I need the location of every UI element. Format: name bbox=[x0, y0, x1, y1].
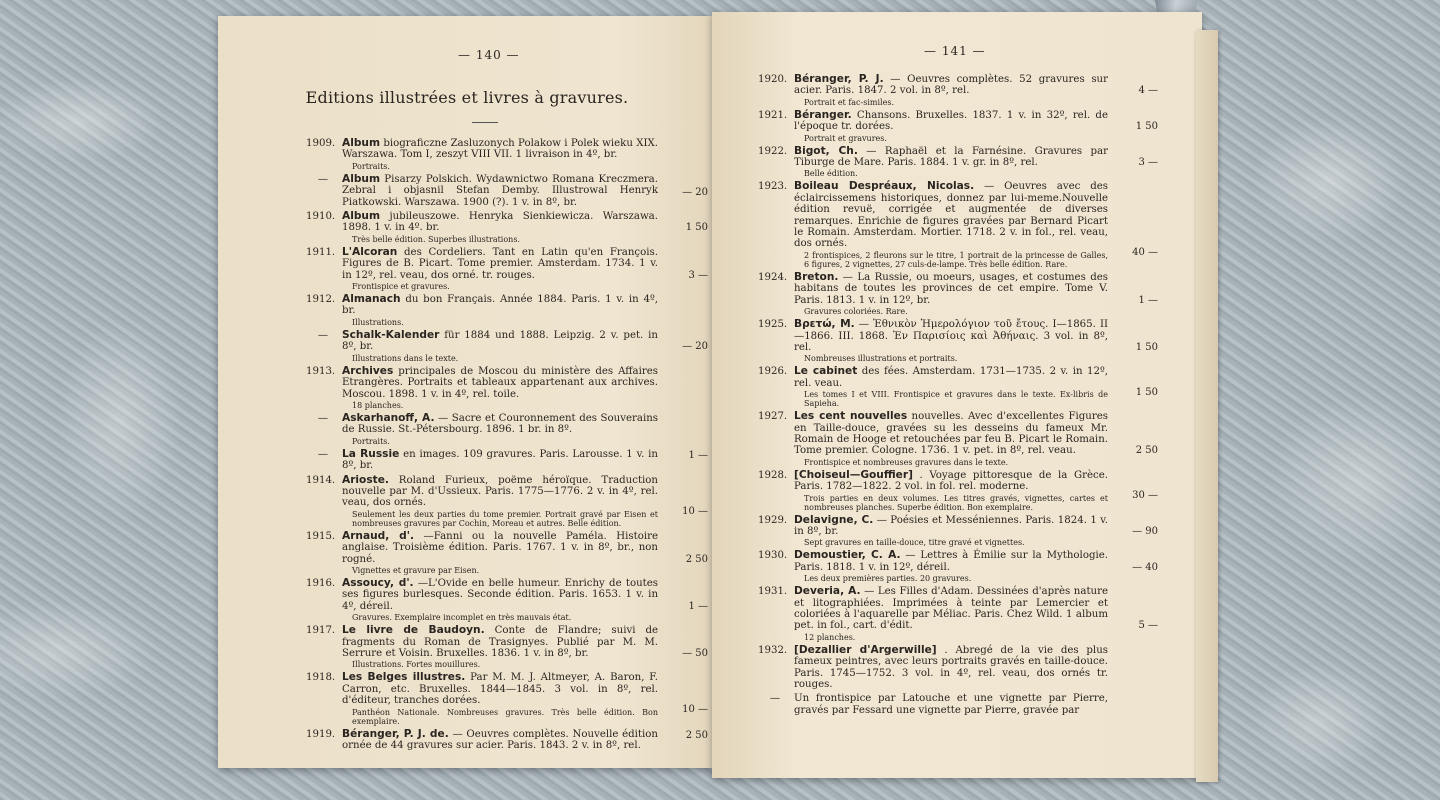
section-title: Editions illustrées et livres à gravures. bbox=[305, 88, 629, 107]
entry-heading: [Dezallier d'Argerwille] bbox=[794, 643, 937, 656]
entry-price: 4 — bbox=[1138, 85, 1158, 97]
entry-number: 1918. bbox=[306, 672, 336, 684]
entry-note: 12 planches. bbox=[804, 632, 856, 642]
entry-price: — 50 bbox=[682, 648, 708, 659]
entry-number: 1932. bbox=[758, 644, 788, 656]
catalogue-entry bbox=[758, 411, 1158, 467]
entry-price: 2 50 bbox=[685, 730, 708, 742]
entry-description: des fées. Amsterdam. 1731—1735. 2 v. in 12º, rel. veau. bbox=[794, 366, 1108, 389]
catalogue-entry bbox=[306, 449, 708, 472]
entry-text bbox=[794, 110, 1108, 143]
entry-number: 1926. bbox=[758, 366, 788, 378]
entry-note: Panthéon Nationale. Nombreuses gravures. Très belle édition. Bon exemplaire. bbox=[352, 707, 658, 726]
page-number: — 141 — bbox=[924, 44, 986, 58]
catalogue-entry bbox=[306, 294, 708, 327]
entry-price: 2 50 bbox=[1135, 445, 1158, 457]
entry-price: 30 — bbox=[1132, 490, 1158, 502]
entry-number: 1921. bbox=[758, 109, 788, 121]
entry-note: Illustrations. bbox=[352, 317, 404, 327]
entry-text bbox=[342, 174, 658, 208]
entry-description: —Fanni ou la nouvelle Paméla. Histoire anglaise. Troisième édition. Paris. 1767. 1 v. in 8º, br., non rogné. bbox=[342, 530, 658, 565]
entry-note: 2 frontispices, 2 fleurons sur le titre, 1 portrait de la princesse de Galles, 6 figures, 2 vignettes, 27 culs-de-lampe. Très belle édition. Rare. bbox=[804, 250, 1108, 269]
entry-text bbox=[342, 531, 658, 575]
entry-description: für 1884 und 1888. Leipzig. 2 v. pet. in 8º, br. bbox=[342, 329, 658, 353]
entry-description: du bon Français. Année 1884. Paris. 1 v. in 4º, br. bbox=[342, 294, 658, 317]
entry-heading: Arioste. bbox=[342, 473, 389, 486]
entry-text bbox=[794, 470, 1108, 512]
catalogue-entry bbox=[758, 586, 1158, 642]
catalogue-entry bbox=[306, 174, 708, 208]
entry-heading: Bigot, Ch. bbox=[794, 144, 858, 157]
entry-text bbox=[794, 550, 1108, 583]
entry-number: 1909. bbox=[306, 138, 336, 149]
entry-note: Gravures. Exemplaire incomplet en très mauvais état. bbox=[352, 613, 572, 623]
entry-note: Sept gravures en taille-douce, titre gravé et vignettes. bbox=[804, 538, 1025, 548]
entry-price: 1 — bbox=[688, 600, 708, 612]
entry-description: — Ἐθνικὸν Ἡμερολόγιον τοῦ ἔτους. I—1865. II—1866. III. 1868. Ἐν Παρισίοις καὶ Ἀθήναις. 3 vol. in 8º, rel. bbox=[794, 319, 1109, 353]
catalogue-entry bbox=[758, 181, 1158, 268]
entry-heading: Almanach bbox=[342, 293, 401, 306]
catalogue-entry bbox=[306, 413, 708, 446]
catalogue-entry bbox=[758, 110, 1158, 143]
entry-description: . Voyage pittoresque de la Grèce. Paris. 1782—1822. 2 vol. in fol. rel. moderne. bbox=[794, 469, 1108, 493]
entry-number: 1912. bbox=[306, 294, 336, 306]
entry-text bbox=[794, 366, 1108, 408]
entry-number: — bbox=[317, 412, 329, 424]
right-entries bbox=[758, 74, 1158, 719]
entry-note: 18 planches. bbox=[352, 400, 404, 410]
entry-description: — Raphaël et la Farnésine. Gravures par Tiburge de Mare. Paris. 1884. 1 v. gr. in 8º, rel. bbox=[794, 145, 1108, 169]
entry-description: . Abregé de la vie des plus fameux peintres, avec leurs portraits gravés en taille-douce. Paris. 1745—1752. 3 vol. in 4º, rel. veau, dos ornés tr. rouges. bbox=[794, 644, 1108, 691]
entry-note: Portraits. bbox=[352, 436, 390, 446]
entry-heading: Album bbox=[342, 210, 380, 223]
entry-price: — 90 bbox=[1132, 525, 1158, 537]
entry-number: 1920. bbox=[758, 74, 788, 85]
entry-price: 5 — bbox=[1138, 620, 1158, 632]
entry-text bbox=[342, 138, 658, 171]
catalogue-entry bbox=[758, 693, 1158, 716]
catalogue-entry bbox=[758, 645, 1158, 691]
entry-text bbox=[342, 294, 658, 327]
entry-note: Nombreuses illustrations et portraits. bbox=[804, 354, 958, 364]
entry-number: 1919. bbox=[306, 728, 336, 740]
entry-text bbox=[794, 319, 1108, 363]
entry-description: — Sacre et Couronnement des Souverains de Russie. St.-Pétersbourg. 1896. 1 br. in 8º. bbox=[342, 412, 658, 436]
entry-text bbox=[342, 247, 658, 291]
entry-heading: [Choiseul—Gouffier] bbox=[794, 468, 913, 481]
entry-note: Gravures coloriées. Rare. bbox=[804, 307, 908, 317]
entry-price: — 40 bbox=[1132, 561, 1158, 573]
entry-price: 1 50 bbox=[1135, 386, 1158, 398]
entry-description: Un frontispice par Latouche et une vignette par Pierre, gravés par Fessard une vignette par Pierre, gravée par bbox=[794, 693, 1108, 716]
entry-heading: Breton. bbox=[794, 270, 839, 283]
entry-heading: Archives bbox=[342, 364, 394, 377]
catalogue-entry bbox=[758, 550, 1158, 583]
entry-heading: Béranger, P. J. de. bbox=[342, 727, 449, 740]
entry-number: — bbox=[769, 693, 781, 705]
title-rule bbox=[472, 122, 498, 123]
entry-description: nouvelles. Avec d'excellentes Figures en Taille-douce, gravées su les desseins du fameux Mr. Romain de Hooge et retouchées par feu B. Picart le Romain. Tome premier. Cologne. 1736. 1 v. pet. in 8º, rel. veau. bbox=[794, 411, 1108, 457]
entry-text bbox=[342, 625, 658, 669]
catalogue-entry bbox=[758, 366, 1158, 408]
entry-number: 1914. bbox=[306, 474, 336, 486]
entry-heading: Les Belges illustres. bbox=[342, 671, 466, 684]
entry-note: Portrait et fac-similes. bbox=[804, 97, 894, 107]
entry-note: Les deux premières parties. 20 gravures. bbox=[804, 574, 972, 584]
entry-text bbox=[794, 146, 1108, 179]
entry-text bbox=[794, 586, 1108, 642]
entry-note: Les tomes I et VIII. Frontispice et gravures dans le texte. Ex-libris de Sapieha. bbox=[804, 390, 1108, 409]
catalogue-entry bbox=[306, 211, 708, 244]
entry-text bbox=[342, 578, 658, 622]
entry-heading: Les cent nouvelles bbox=[794, 410, 908, 423]
left-entries bbox=[306, 138, 708, 754]
entry-number: — bbox=[317, 329, 329, 341]
entry-number: 1922. bbox=[758, 145, 788, 157]
entry-price: 1 — bbox=[688, 450, 708, 462]
entry-number: 1916. bbox=[306, 577, 336, 589]
entry-text bbox=[342, 449, 658, 472]
left-page bbox=[218, 16, 716, 768]
entry-number: 1913. bbox=[306, 365, 336, 377]
entry-number: 1931. bbox=[758, 586, 788, 598]
entry-text bbox=[342, 729, 658, 752]
entry-price: 40 — bbox=[1132, 247, 1158, 259]
catalogue-entry bbox=[306, 625, 708, 669]
entry-price: 1 — bbox=[1138, 294, 1158, 306]
entry-note: Très belle édition. Superbes illustrations. bbox=[352, 234, 520, 244]
entry-number: — bbox=[317, 173, 329, 185]
entry-price: — 20 bbox=[682, 186, 708, 198]
entry-heading: L'Alcoran bbox=[342, 245, 398, 258]
entry-text bbox=[342, 366, 658, 410]
entry-text bbox=[342, 413, 658, 446]
entry-number: 1928. bbox=[758, 469, 788, 481]
entry-heading: Deveria, A. bbox=[794, 585, 861, 598]
entry-note: Frontispice et nombreuses gravures dans le texte. bbox=[804, 457, 1009, 467]
catalogue-entry bbox=[758, 146, 1158, 179]
catalogue-entry bbox=[758, 74, 1158, 107]
entry-heading: Béranger, P. J. bbox=[794, 73, 884, 85]
entry-text bbox=[794, 515, 1108, 548]
entry-heading: Βρετώ, Μ. bbox=[794, 318, 855, 331]
entry-text bbox=[342, 211, 658, 244]
entry-description: Par M. M. J. Altmeyer, A. Baron, F. Carron, etc. Bruxelles. 1844—1845. 3 vol. in 8º, rel. d'éditeur, tranches dorées. bbox=[342, 672, 658, 707]
entry-text bbox=[794, 645, 1108, 691]
entry-note: Belle édition. bbox=[804, 169, 858, 179]
catalogue-entry bbox=[758, 319, 1158, 363]
entry-text bbox=[794, 181, 1108, 268]
entry-description: Roland Furieux, poëme héroïque. Traduction nouvelle par M. d'Ussieux. Paris. 1775—1776. 2 v. in 4º, rel. veau, dos ornés. bbox=[342, 474, 658, 509]
entry-heading: Le cabinet bbox=[794, 365, 858, 378]
entry-text bbox=[342, 330, 658, 363]
entry-note: Portrait et gravures. bbox=[804, 133, 887, 143]
entry-description: — Oeuvres complètes. Nouvelle édition ornée de 44 gravures sur acier. Paris. 1843. 2 v. in 8º, rel. bbox=[342, 728, 658, 752]
entry-description: Conte de Flandre; suivi de fragments du Roman de Trasignyes. Publié par M. M. Serrure et Voisin. Bruxelles. 1836. 1 v. in 8º, br. bbox=[342, 625, 658, 659]
entry-text bbox=[794, 411, 1108, 467]
entry-note: Illustrations. Fortes mouillures. bbox=[352, 660, 481, 670]
entry-heading: Askarhanoff, A. bbox=[342, 411, 435, 424]
entry-description: biograficzne Zasluzonych Polakow i Polek wieku XIX. Warszawa. Tom I, zeszyt VIII VII. 1 livraison in 4º, br. bbox=[342, 138, 658, 161]
entry-text bbox=[342, 475, 658, 528]
entry-description: — Lettres à Émilie sur la Mythologie. Paris. 1818. 1 v. in 12º, déreil. bbox=[794, 550, 1109, 573]
entry-description: — Oeuvres complètes. 52 gravures sur acier. Paris. 1847. 2 vol. in 8º, rel. bbox=[794, 74, 1108, 97]
entry-heading: Demoustier, C. A. bbox=[794, 549, 901, 562]
entry-heading: La Russie bbox=[342, 447, 400, 460]
entry-note: Vignettes et gravure par Eisen. bbox=[352, 565, 480, 575]
page-number: — 140 — bbox=[458, 48, 520, 62]
entry-description: en images. 109 gravures. Paris. Larousse. 1 v. in 8º, br. bbox=[342, 448, 658, 472]
entry-heading: Béranger. bbox=[794, 108, 852, 121]
entry-note: Trois parties en deux volumes. Les titres gravés, vignettes, cartes et nombreuses planches. Superbe édition. Bon exemplaire. bbox=[804, 493, 1108, 512]
entry-heading: Delavigne, C. bbox=[794, 513, 874, 526]
entry-price: 10 — bbox=[682, 506, 708, 518]
entry-number: 1915. bbox=[306, 530, 336, 542]
catalogue-entry bbox=[306, 247, 708, 291]
entry-description: jubileuszowe. Henryka Sienkiewicza. Warszawa. 1898. 1 v. in 4º. br. bbox=[342, 211, 658, 234]
entry-heading: Le livre de Baudoyn. bbox=[342, 624, 485, 637]
entry-description: — La Russie, ou moeurs, usages, et costumes des habitans de toutes les provinces de cet empire. Tome V. Paris. 1813. 1 v. in 12º, br. bbox=[794, 271, 1108, 306]
right-page bbox=[712, 12, 1202, 778]
entry-heading: Album bbox=[342, 172, 380, 185]
entry-note: Illustrations dans le texte. bbox=[352, 353, 459, 363]
entry-price: 1 50 bbox=[1135, 121, 1158, 133]
catalogue-entry bbox=[306, 330, 708, 363]
entry-text bbox=[794, 693, 1108, 716]
entry-price: 10 — bbox=[682, 704, 708, 716]
entry-number: 1927. bbox=[758, 411, 788, 423]
entry-description: —L'Ovide en belle humeur. Enrichy de toutes ses figures burlesques. Seconde édition. Paris. 1653. 1 v. in 4º, déreil. bbox=[342, 577, 658, 612]
entry-description: — Les Filles d'Adam. Dessinées d'après nature et litographiées. Imprimées à teinte par Lemercier et coloriées à l'aquarelle par Méliac. Paris. Chez Wild. 1 album pet. in fol., cart. d'édit. bbox=[794, 586, 1108, 632]
entry-note: Frontispice et gravures. bbox=[352, 282, 450, 292]
page-edge bbox=[1196, 30, 1218, 782]
entry-price: 3 — bbox=[688, 269, 708, 281]
entry-price: 3 — bbox=[1138, 157, 1158, 169]
entry-heading: Boileau Despréaux, Nicolas. bbox=[794, 180, 975, 193]
entry-description: Chansons. Bruxelles. 1837. 1 v. in 32º, rel. de l'époque tr. dorées. bbox=[794, 109, 1108, 133]
catalogue-entry bbox=[306, 672, 708, 725]
catalogue-entry bbox=[306, 729, 708, 752]
entry-heading: Assoucy, d'. bbox=[342, 576, 414, 589]
entry-note: Portraits. bbox=[352, 161, 390, 171]
entry-number: 1930. bbox=[758, 550, 788, 562]
entry-text bbox=[794, 74, 1108, 107]
entry-number: 1924. bbox=[758, 271, 788, 283]
entry-number: 1929. bbox=[758, 514, 788, 526]
catalogue-entry bbox=[758, 272, 1158, 316]
entry-number: 1910. bbox=[306, 211, 336, 223]
entry-text bbox=[794, 272, 1108, 316]
entry-number: 1923. bbox=[758, 181, 788, 193]
entry-number: 1911. bbox=[306, 246, 336, 258]
entry-number: 1917. bbox=[306, 625, 336, 637]
catalogue-entry bbox=[306, 138, 708, 171]
catalogue-entry bbox=[306, 475, 708, 528]
entry-number: 1925. bbox=[758, 319, 788, 331]
entry-note: Seulement les deux parties du tome premier. Portrait gravé par Eisen et nombreuses gravures par Cochin, Moreau et autres. Belle édition. bbox=[352, 509, 658, 528]
entry-description: principales de Moscou du ministère des Affaires Etrangères. Portraits et tableaux appartenant aux archives. Moscou. 1898. 1 v. in 4º, rel. toile. bbox=[342, 365, 658, 400]
entry-text bbox=[342, 672, 658, 725]
catalogue-entry bbox=[306, 578, 708, 622]
entry-price: — 20 bbox=[682, 341, 708, 353]
entry-price: 2 50 bbox=[685, 553, 708, 565]
entry-heading: Schalk-Kalender bbox=[342, 328, 440, 341]
entry-heading: Arnaud, d'. bbox=[342, 529, 415, 542]
entry-description: — Poésies et Messéniennes. Paris. 1824. 1 v. in 8º, br. bbox=[794, 514, 1109, 537]
entry-price: 1 50 bbox=[1135, 341, 1158, 353]
entry-heading: Album bbox=[342, 137, 380, 149]
entry-description: Pisarzy Polskich. Wydawnictwo Romana Kreczmera. Zebral i objasnil Stefan Demby. Illustrowal Henryk Piatkowski. Warszawa. 1900 (?). 1 v. in 8º, br. bbox=[342, 173, 658, 208]
entry-number: — bbox=[317, 448, 329, 460]
catalogue-entry bbox=[758, 470, 1158, 512]
catalogue-entry bbox=[306, 366, 708, 410]
catalogue-entry bbox=[758, 515, 1158, 548]
entry-description: des Cordeliers. Tant en Latin qu'en François. Figures de B. Picart. Tome premier. Amsterdam. 1734. 1 v. in 12º, rel. veau, dos orné. tr. rouges. bbox=[342, 246, 658, 281]
entry-description: — Oeuvres avec des éclaircissemens historiques, donnez par lui-meme.Nouvelle édition revuë, corrigée et augmentée de diverses remarques. Enrichie de figures gravées par Bernard Picart le Romain. Amsterdam. Mortier. 1718. 2 v. in fol., rel. veau, dos ornés. bbox=[794, 181, 1108, 250]
entry-price: 1 50 bbox=[685, 222, 708, 234]
catalogue-entry bbox=[306, 531, 708, 575]
